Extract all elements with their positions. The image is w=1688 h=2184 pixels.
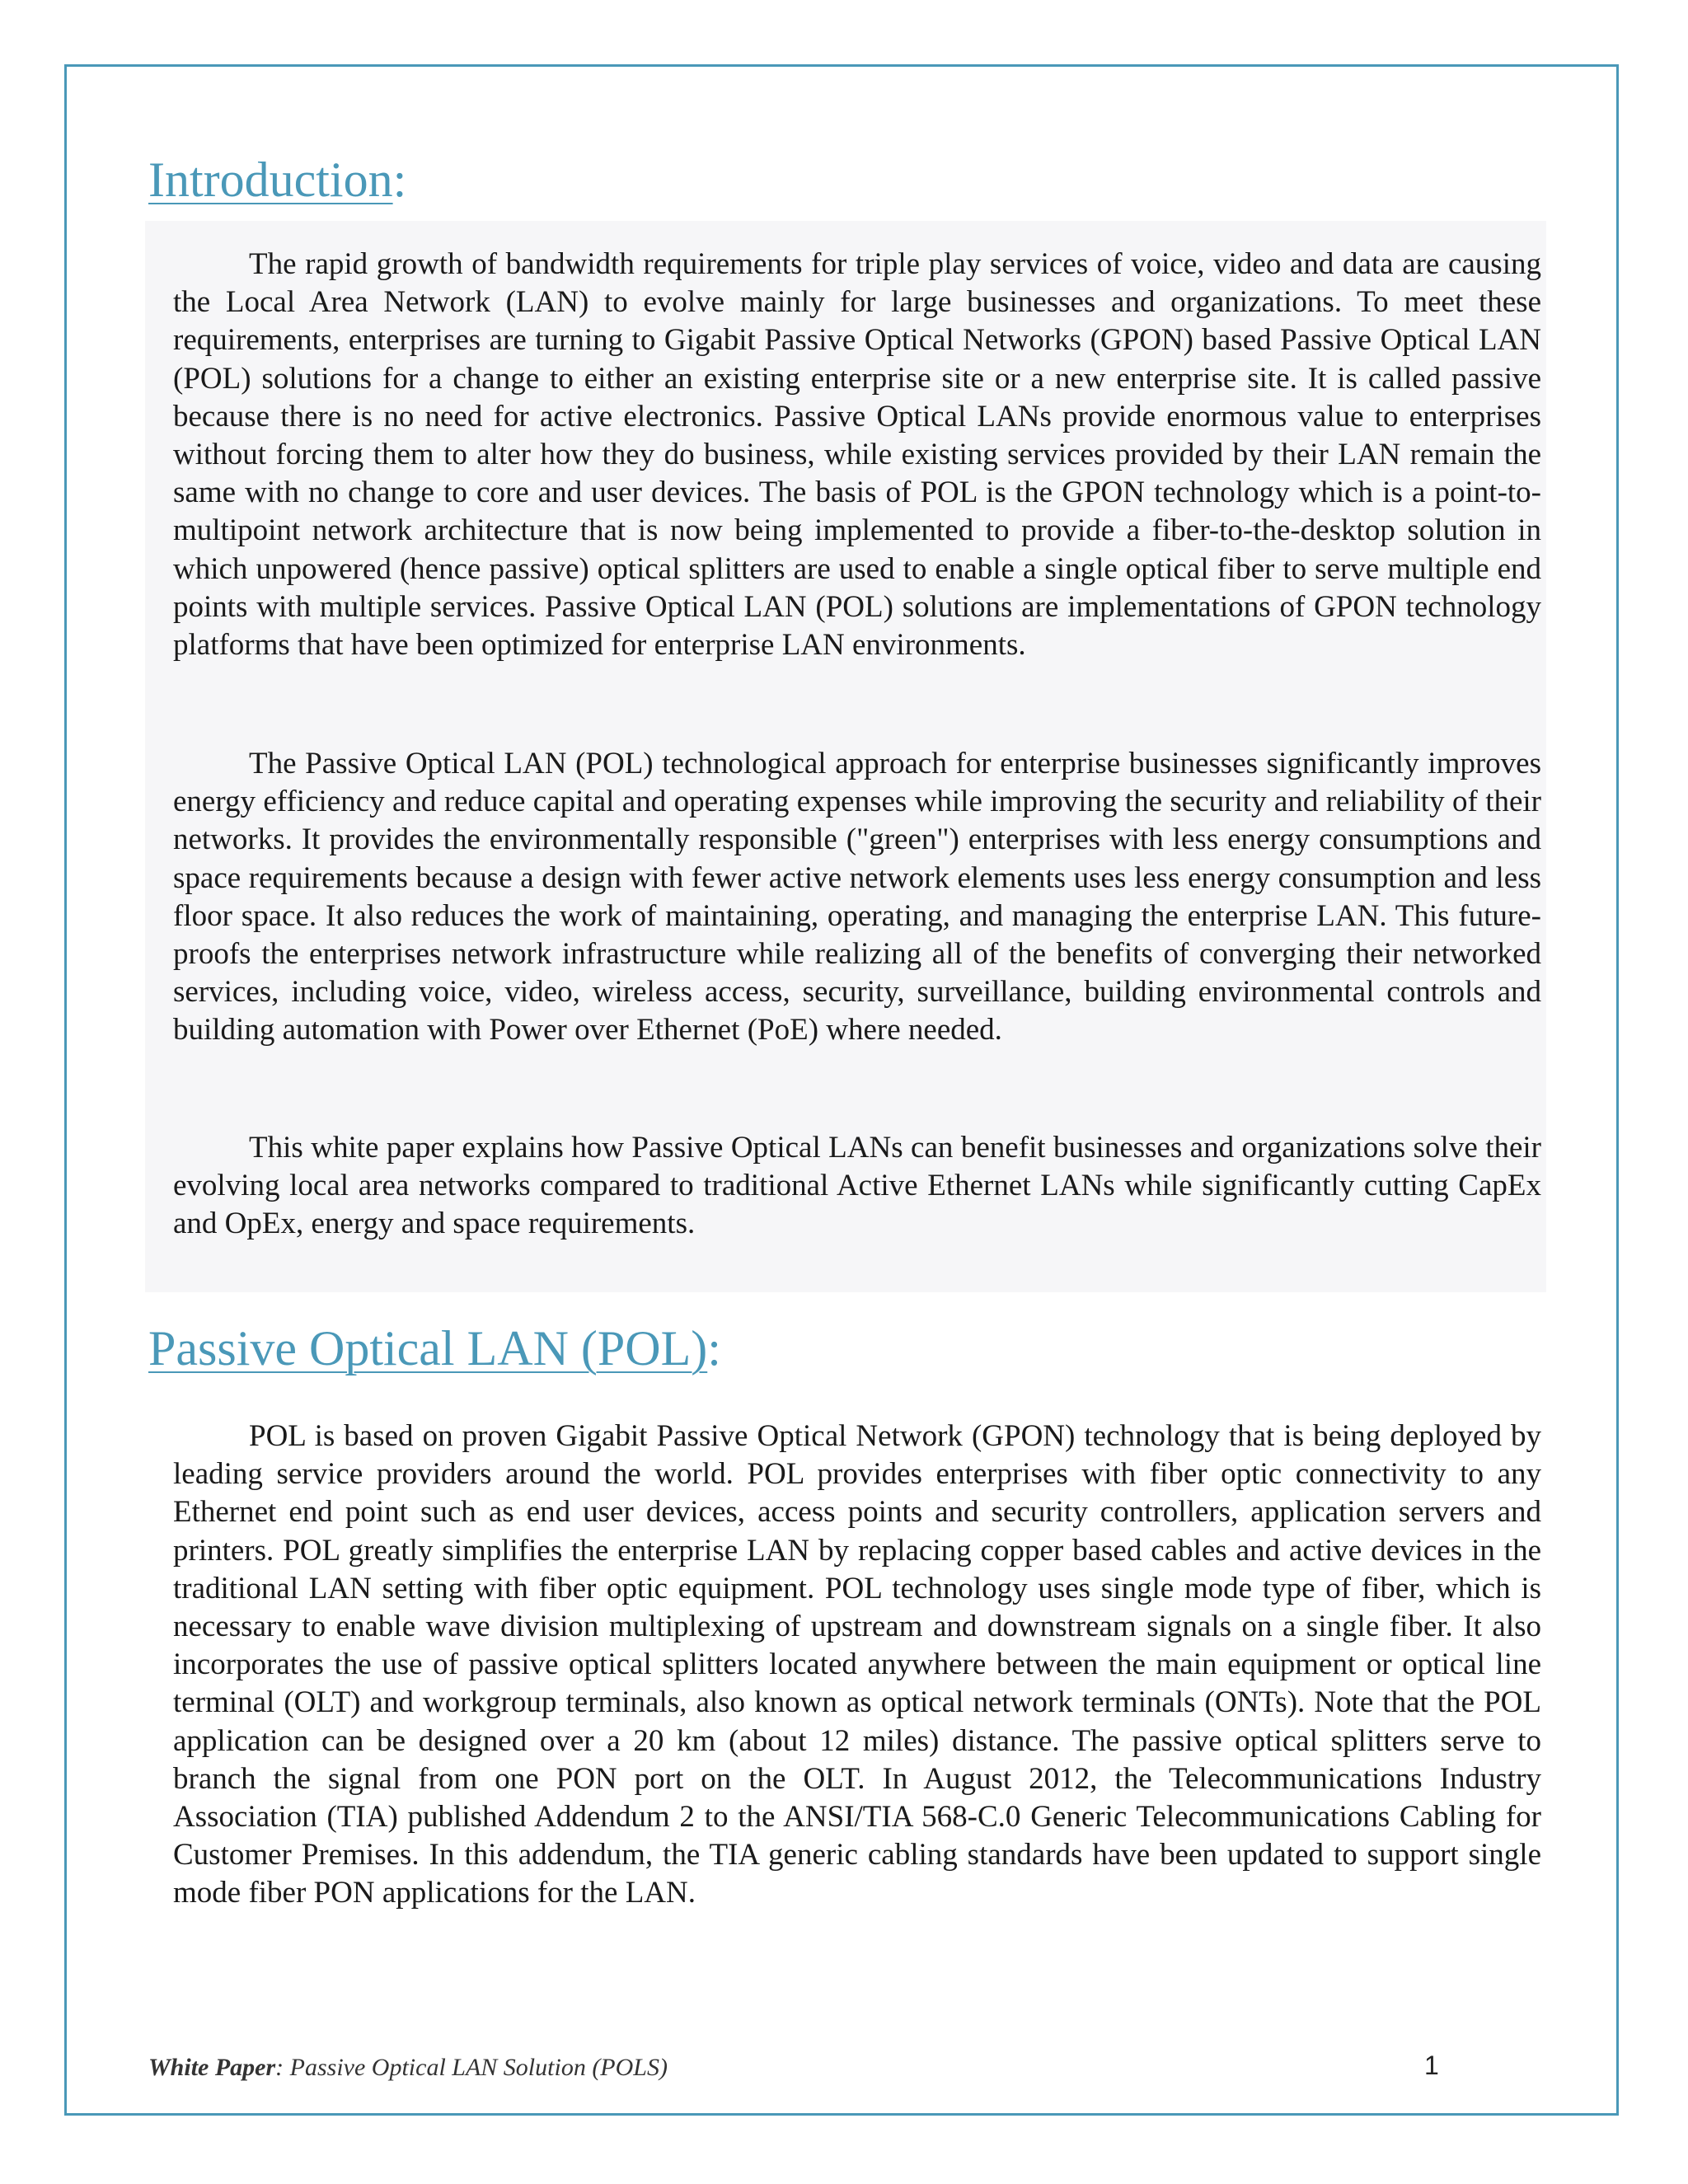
introduction-heading-text: Introduction [148, 152, 393, 207]
introduction-heading-colon: : [392, 152, 407, 207]
introduction-paragraph-2: The Passive Optical LAN (POL) technological approach for enterprise businesses significantly improves energy efficiency and reduce capital and operating expenses while improving the security and reliability of their networks. It provides the environmentally responsible ("green") enterprises with less energy consumptions and space requirements because a design with fewer active network elements uses less energy consumption and less floor space. It also reduces the work of maintaining, operating, and managing the enterprise LAN. This future-proofs the enterprises network infrastructure while realizing all of the benefits of converging their networked services, including voice, video, wireless access, security, surveillance, building environmental controls and building automation with Power over Ethernet (PoE) where needed. [173, 747, 1541, 1047]
footer-title-text: : Passive Optical LAN Solution (POLS) [275, 2054, 668, 2081]
page-number: 1 [1424, 2050, 1439, 2080]
pol-paragraph-1: POL is based on proven Gigabit Passive Optical Network (GPON) technology that is being deployed by leading service providers around the world. POL provides enterprises with fiber optic connectivity to any Ethernet end point such as end user devices, access points and security controllers, application servers and printers. POL greatly simplifies the enterprise LAN by replacing copper based cables and active devices in the traditional LAN setting with fiber optic equipment. POL technology uses single mode type of fiber, which is necessary to enable wave division multiplexing of upstream and downstream signals on a single fiber. It also incorporates the use of passive optical splitters located anywhere between the main equipment or optical line terminal (OLT) and workgroup terminals, also known as optical network terminals (ONTs). Note that the POL application can be designed over a 20 km (about 12 miles) distance. The passive optical splitters serve to branch the signal from one PON port on the OLT. In August 2012, the Telecommunications Industry Association (TIA) published Addendum 2 to the ANSI/TIA 568-C.0 Generic Telecommunications Cabling for Customer Premises. In this addendum, the TIA generic cabling standards have been updated to support single mode fiber PON applications for the LAN. [173, 1419, 1541, 1910]
footer-label: White Paper [148, 2054, 276, 2081]
introduction-heading [148, 152, 407, 207]
footer-document-title [148, 2054, 668, 2082]
pol-heading-text: Passive Optical LAN (POL) [148, 1321, 708, 1376]
pol-heading-colon: : [707, 1321, 721, 1376]
introduction-paragraph-1: The rapid growth of bandwidth requirements for triple play services of voice, video and data are causing the Local Area Network (LAN) to evolve mainly for large businesses and organizations. To meet these requirements, enterprises are turning to Gigabit Passive Optical Networks (GPON) based Passive Optical LAN (POL) solutions for a change to either an existing enterprise site or a new enterprise site. It is called passive because there is no need for active electronics. Passive Optical LANs provide enormous value to enterprises without forcing them to alter how they do business, while existing services provided by their LAN remain the same with no change to core and user devices. The basis of POL is the GPON technology which is a point-to-multipoint network architecture that is now being implemented to provide a fiber-to-the-desktop solution in which unpowered (hence passive) optical splitters are used to enable a single optical fiber to serve multiple end points with multiple services. Passive Optical LAN (POL) solutions are implementations of GPON technology platforms that have been optimized for enterprise LAN environments. [173, 247, 1541, 663]
pol-heading [148, 1321, 721, 1376]
introduction-paragraph-3: This white paper explains how Passive Optical LANs can benefit businesses and organizations solve their evolving local area networks compared to traditional Active Ethernet LANs while significantly cutting CapEx and OpEx, energy and space requirements. [173, 1131, 1541, 1241]
